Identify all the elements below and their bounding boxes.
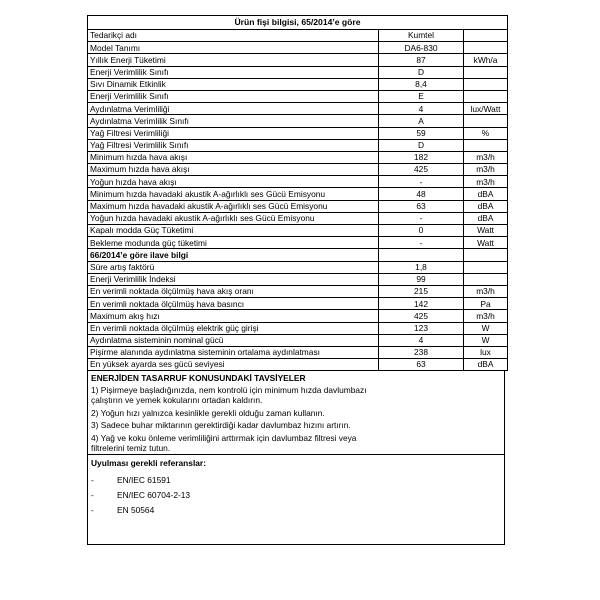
reference-text: EN 50564 [117, 505, 155, 515]
spec-value: 238 [379, 346, 464, 358]
spec-row [88, 285, 508, 297]
spec-unit [464, 261, 508, 273]
spec-value: 4 [379, 334, 464, 346]
spec-unit: m3/h [464, 176, 508, 188]
spec-unit [464, 42, 508, 54]
spec-label: Maximum hızda hava akışı [88, 164, 379, 176]
spec-value: D [379, 139, 464, 151]
spec-label: En verimli noktada ölçülmüş hava akış oranı [88, 285, 379, 297]
spec-value: - [379, 237, 464, 249]
spec-row [88, 310, 508, 322]
spec-unit: W [464, 322, 508, 334]
spec-value: 215 [379, 285, 464, 297]
reference-bullet: - [91, 505, 94, 515]
spec-value: 123 [379, 322, 464, 334]
reference-bullet: - [91, 490, 94, 500]
spec-unit: Pa [464, 298, 508, 310]
spec-row [88, 42, 508, 54]
reference-item [91, 473, 501, 488]
spec-value: 142 [379, 298, 464, 310]
spec-label: Tedarikçi adı [88, 30, 379, 42]
spec-label: Model Tanımı [88, 42, 379, 54]
spec-unit [464, 273, 508, 285]
product-fiche [87, 15, 507, 545]
references-section [87, 455, 505, 545]
spec-unit: Watt [464, 225, 508, 237]
tip-item: 3) Sadece buhar miktarının gerektirdiği kadar davlumbaz hızını artırın. [91, 420, 351, 431]
spec-unit [464, 30, 508, 42]
spec-value: 0 [379, 225, 464, 237]
spec-row [88, 346, 508, 358]
spec-label: Pişirme alanında aydınlatma sisteminin ortalama aydınlatması [88, 346, 379, 358]
spec-value: DA6-830 [379, 42, 464, 54]
spec-value: 425 [379, 164, 464, 176]
spec-value: 99 [379, 273, 464, 285]
spec-label: Yoğun hızda hava akışı [88, 176, 379, 188]
spec-row [88, 66, 508, 78]
spec-label: Bekleme modunda güç tüketimi [88, 237, 379, 249]
reference-item [91, 503, 501, 518]
spec-label: En verimli noktada ölçülmüş hava basıncı [88, 298, 379, 310]
spec-unit [464, 78, 508, 90]
spec-unit: m3/h [464, 285, 508, 297]
spec-label: Aydınlatma sisteminin nominal gücü [88, 334, 379, 346]
references-heading: Uyulması gerekli referanslar: [91, 458, 206, 469]
spec-value: 1,8 [379, 261, 464, 273]
tips-heading: ENERJİDEN TASARRUF KONUSUNDAKİ TAVSİYELER [91, 373, 306, 384]
spec-row [88, 200, 508, 212]
spec-unit: dBA [464, 188, 508, 200]
spec-unit: m3/h [464, 151, 508, 163]
spec-label: Kapalı modda Güç Tüketimi [88, 225, 379, 237]
spec-label: Maximum hızda havadaki akustik A-ağırlıklı ses Gücü Emisyonu [88, 200, 379, 212]
spec-value: 63 [379, 200, 464, 212]
spec-value: - [379, 176, 464, 188]
spec-label: Yıllık Enerji Tüketimi [88, 54, 379, 66]
section-empty-unit [464, 249, 508, 261]
spec-unit [464, 115, 508, 127]
spec-value: A [379, 115, 464, 127]
spec-unit: dBA [464, 359, 508, 371]
spec-value: D [379, 66, 464, 78]
spec-unit: Watt [464, 237, 508, 249]
spec-label: Enerji Verimlilik İndeksi [88, 273, 379, 285]
spec-unit: % [464, 127, 508, 139]
reference-item [91, 488, 501, 503]
spec-label: Aydınlatma Verimlilik Sınıfı [88, 115, 379, 127]
spec-row [88, 139, 508, 151]
spec-unit: dBA [464, 200, 508, 212]
spec-label: Minimum hızda havadaki akustik A-ağırlıklı ses Gücü Emisyonu [88, 188, 379, 200]
spec-value: E [379, 90, 464, 102]
fiche-table [87, 15, 508, 371]
section-empty-value [379, 249, 464, 261]
energy-saving-tips [87, 371, 505, 455]
spec-row [88, 261, 508, 273]
spec-label: Yağ Filtresi Verimliliği [88, 127, 379, 139]
spec-row [88, 30, 508, 42]
spec-label: En yüksek ayarda ses gücü seviyesi [88, 359, 379, 371]
spec-row [88, 151, 508, 163]
spec-row [88, 237, 508, 249]
section-title: 66/2014’e göre ilave bilgi [88, 249, 379, 261]
spec-label: En verimli noktada ölçülmüş elektrik güç girişi [88, 322, 379, 334]
spec-value: 8,4 [379, 78, 464, 90]
spec-value: 59 [379, 127, 464, 139]
spec-unit [464, 90, 508, 102]
spec-label: Enerji Verimlilik Sınıfı [88, 66, 379, 78]
spec-value: 48 [379, 188, 464, 200]
spec-unit: W [464, 334, 508, 346]
spec-row [88, 127, 508, 139]
spec-value: 63 [379, 359, 464, 371]
spec-label: Sıvı Dinamik Etkinlik [88, 78, 379, 90]
spec-unit: kWh/a [464, 54, 508, 66]
spec-label: Yoğun hızda havadaki akustik A-ağırlıklı ses Gücü Emisyonu [88, 212, 379, 224]
spec-row [88, 322, 508, 334]
tip-item: 4) Yağ ve koku önleme verimliliğini arttırmak için davlumbaz filtresi veya filtrelerini temiz tutun. [91, 432, 357, 454]
spec-unit [464, 66, 508, 78]
spec-unit: m3/h [464, 164, 508, 176]
reference-text: EN/IEC 61591 [117, 475, 171, 485]
spec-unit: m3/h [464, 310, 508, 322]
spec-label: Aydınlatma Verimliliği [88, 103, 379, 115]
spec-row [88, 273, 508, 285]
spec-unit [464, 139, 508, 151]
fiche-table-body [88, 16, 508, 371]
spec-row [88, 298, 508, 310]
reference-text: EN/IEC 60704-2-13 [117, 490, 191, 500]
spec-row [88, 359, 508, 371]
spec-row [88, 103, 508, 115]
spec-label: Maximum akış hızı [88, 310, 379, 322]
spec-unit: dBA [464, 212, 508, 224]
fiche-title: Ürün fişi bilgisi, 65/2014’e göre [88, 16, 508, 30]
spec-row [88, 225, 508, 237]
spec-label: Yağ Filtresi Verimlilik Sınıfı [88, 139, 379, 151]
spec-unit: lux [464, 346, 508, 358]
spec-row [88, 188, 508, 200]
tip-item: 1) Pişirmeye başladığınızda, nem kontrolü için minimum hızda davlumbazı çalıştırın ve yemek kokularını ortadan kaldırın. [91, 384, 367, 406]
reference-bullet: - [91, 475, 94, 485]
spec-value: Kumtel [379, 30, 464, 42]
spec-value: 182 [379, 151, 464, 163]
spec-value: 425 [379, 310, 464, 322]
spec-label: Enerji Verimlilik Sınıfı [88, 90, 379, 102]
tip-item: 2) Yoğun hızı yalnızca kesinlikle gerekli olduğu zaman kullanın. [91, 407, 325, 418]
spec-value: - [379, 212, 464, 224]
spec-unit: lux/Watt [464, 103, 508, 115]
spec-row [88, 54, 508, 66]
spec-row [88, 78, 508, 90]
spec-value: 87 [379, 54, 464, 66]
spec-row [88, 334, 508, 346]
title-row [88, 16, 508, 30]
spec-row [88, 115, 508, 127]
spec-value: 4 [379, 103, 464, 115]
section-row [88, 249, 508, 261]
spec-row [88, 90, 508, 102]
spec-label: Süre artış faktörü [88, 261, 379, 273]
spec-row [88, 212, 508, 224]
spec-row [88, 176, 508, 188]
spec-row [88, 164, 508, 176]
spec-label: Minimum hızda hava akışı [88, 151, 379, 163]
